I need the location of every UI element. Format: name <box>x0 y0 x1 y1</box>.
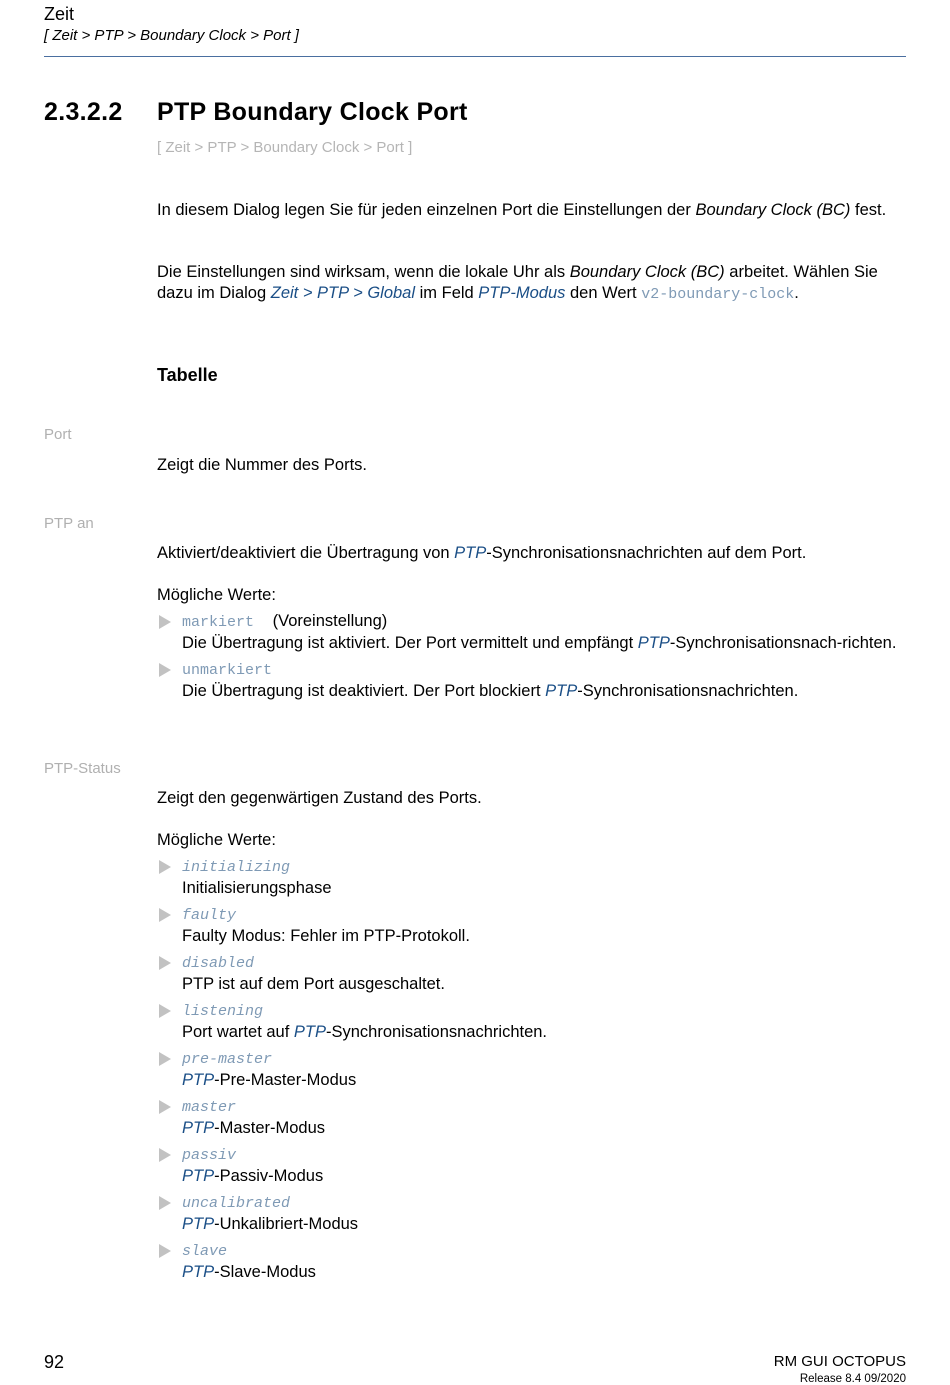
section-breadcrumb: [ Zeit > PTP > Boundary Clock > Port ] <box>157 139 413 156</box>
value-description <box>182 1262 917 1283</box>
value-name: markiert <box>182 614 255 631</box>
value-description: PTP ist auf dem Port ausgeschaltet. <box>182 975 445 993</box>
description-text: -Slave-Modus <box>214 1263 316 1281</box>
description-text: -Synchronisationsnachrichten. <box>577 682 799 700</box>
value-description <box>182 1166 917 1187</box>
value-list-ptp-an <box>157 611 917 702</box>
bullet-triangle-icon <box>159 860 171 874</box>
description-text: -Unkalibriert-Modus <box>214 1215 359 1233</box>
ptp-term: PTP <box>545 682 578 700</box>
value-description <box>182 1070 917 1091</box>
intro-text: fest. <box>850 201 887 219</box>
description-text: -Synchronisationsnachrichten auf dem Port. <box>486 544 807 562</box>
value-name: passiv <box>182 1147 237 1164</box>
value-name: unmarkiert <box>182 662 273 679</box>
bullet-triangle-icon <box>159 908 171 922</box>
description-text: Aktiviert/deaktiviert die Übertragung von <box>157 544 455 562</box>
intro-emphasis: Boundary Clock (BC) <box>695 201 851 219</box>
param-description-ptp-status: Zeigt den gegenwärtigen Zustand des Ports. <box>157 789 482 807</box>
bullet-triangle-icon <box>159 615 171 629</box>
ptp-term: PTP <box>293 1023 326 1041</box>
param-description-port: Zeigt die Nummer des Ports. <box>157 456 367 474</box>
list-item <box>157 1000 917 1043</box>
list-item <box>157 952 917 995</box>
ptp-term: PTP <box>182 1263 215 1281</box>
value-name: master <box>182 1099 237 1116</box>
section-title: PTP Boundary Clock Port <box>157 98 468 126</box>
value-name: faulty <box>182 907 237 924</box>
bullet-triangle-icon <box>159 1244 171 1258</box>
intro-emphasis: Boundary Clock (BC) <box>569 263 725 281</box>
values-heading: Mögliche Werte: <box>157 831 276 849</box>
param-label-port: Port <box>44 426 72 443</box>
intro-text: den Wert <box>565 284 642 302</box>
list-item <box>157 1048 917 1091</box>
description-text: -Passiv-Modus <box>214 1167 324 1185</box>
intro-text: Die Einstellungen sind wirksam, wenn die lokale Uhr als <box>157 263 570 281</box>
ptp-term: PTP <box>182 1167 215 1185</box>
value-name: disabled <box>182 955 255 972</box>
list-item <box>157 1144 917 1187</box>
bullet-triangle-icon <box>159 1196 171 1210</box>
param-label-ptp-status: PTP-Status <box>44 760 121 777</box>
list-item <box>157 611 917 654</box>
list-item <box>157 1096 917 1139</box>
description-text: Die Übertragung ist deaktiviert. Der Port blockiert <box>182 682 546 700</box>
value-default-note: (Voreinstellung) <box>272 612 388 630</box>
bullet-triangle-icon <box>159 1052 171 1066</box>
intro-text: im Feld <box>415 284 479 302</box>
value-name: initializing <box>182 859 291 876</box>
header-divider <box>44 56 906 57</box>
value-description: Initialisierungsphase <box>182 879 332 897</box>
value-name: uncalibrated <box>182 1195 291 1212</box>
ptp-term: PTP <box>637 634 670 652</box>
value-name: pre-master <box>182 1051 273 1068</box>
table-heading: Tabelle <box>157 365 218 385</box>
intro-text: arbeitet. Wählen Sie dazu im Dialog <box>157 263 878 302</box>
value-name: listening <box>182 1003 264 1020</box>
document-title: RM GUI OCTOPUS <box>773 1353 906 1370</box>
ptp-term: PTP <box>182 1215 215 1233</box>
list-item <box>157 904 917 947</box>
bullet-triangle-icon <box>159 1148 171 1162</box>
value-description: Faulty Modus: Fehler im PTP-Protokoll. <box>182 927 470 945</box>
description-text: -Synchronisationsnachrichten. <box>325 1023 548 1041</box>
bullet-triangle-icon <box>159 1004 171 1018</box>
bullet-triangle-icon <box>159 1100 171 1114</box>
value-description <box>182 1022 917 1043</box>
description-text: -Pre-Master-Modus <box>214 1071 357 1089</box>
value-description <box>182 1214 917 1235</box>
section-number: 2.3.2.2 <box>44 98 123 126</box>
bullet-triangle-icon <box>159 956 171 970</box>
description-text: -Master-Modus <box>214 1119 326 1137</box>
param-label-ptp-an: PTP an <box>44 515 94 532</box>
bullet-triangle-icon <box>159 663 171 677</box>
value-reference: v2-boundary-clock <box>641 286 795 303</box>
list-item <box>157 659 917 702</box>
ptp-term: PTP <box>182 1119 215 1137</box>
value-name: slave <box>182 1243 228 1260</box>
list-item <box>157 1192 917 1235</box>
list-item <box>157 856 917 899</box>
release-info: Release 8.4 09/2020 <box>799 1373 906 1385</box>
intro-text: . <box>794 284 799 302</box>
ptp-term: PTP <box>182 1071 215 1089</box>
value-description <box>182 633 917 654</box>
intro-paragraph-1 <box>157 200 917 221</box>
list-item <box>157 1240 917 1283</box>
field-reference: PTP-Modus <box>478 284 566 302</box>
running-header-title: Zeit <box>44 4 75 24</box>
value-list-ptp-status <box>157 856 917 1283</box>
ptp-term: PTP <box>454 544 487 562</box>
param-description-ptp-an <box>157 543 917 564</box>
description-text: Port wartet auf <box>182 1023 294 1041</box>
values-heading: Mögliche Werte: <box>157 586 276 604</box>
intro-paragraph-2 <box>157 262 917 305</box>
value-description <box>182 681 917 702</box>
running-header-breadcrumb: [ Zeit > PTP > Boundary Clock > Port ] <box>44 27 299 44</box>
page-number: 92 <box>44 1352 65 1372</box>
dialog-link[interactable]: Zeit > PTP > Global <box>270 284 416 302</box>
intro-text: In diesem Dialog legen Sie für jeden einzelnen Port die Einstellungen der <box>157 201 696 219</box>
description-text: Die Übertragung ist aktiviert. Der Port vermittelt und empfängt <box>182 634 638 652</box>
value-description <box>182 1118 917 1139</box>
description-text: -Synchronisationsnach-richten. <box>669 634 897 652</box>
